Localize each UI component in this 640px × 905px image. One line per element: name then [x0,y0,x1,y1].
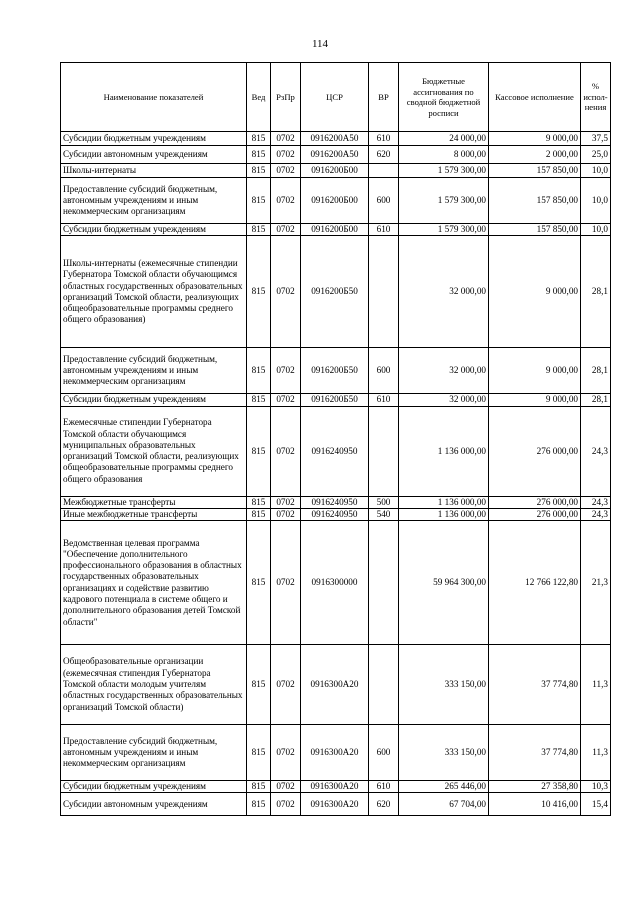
row-percent: 10,0 [581,224,611,236]
row-percent: 11,3 [581,725,611,781]
header-cash-execution: Кассовое исполнение [489,63,581,132]
row-csr: 0916200Б50 [301,348,369,394]
row-ved: 815 [247,224,271,236]
row-name: Иные межбюджетные трансферты [61,508,247,520]
row-ved: 815 [247,394,271,406]
header-rzpr: РзПр [271,63,301,132]
row-cash-execution: 157 850,00 [489,178,581,224]
row-cash-execution: 27 358,80 [489,781,581,793]
row-rzpr: 0702 [271,394,301,406]
header-assignments: Бюджетные ассигнования по сводной бюджетной росписи [399,63,489,132]
row-assignments: 1 136 000,00 [399,508,489,520]
row-ved: 815 [247,406,271,496]
row-csr: 0916300А20 [301,645,369,725]
row-name: Ежемесячные стипендии Губернатора Томской области обучающимся муниципальных образовательных организаций Томской области, реализующих общеобразовательные программы среднего общего образования [61,406,247,496]
row-rzpr: 0702 [271,146,301,164]
row-assignments: 265 446,00 [399,781,489,793]
row-percent: 10,0 [581,164,611,178]
row-csr: 0916200А50 [301,146,369,164]
row-csr: 0916300000 [301,521,369,645]
row-vr [369,521,399,645]
header-csr: ЦСР [301,63,369,132]
row-percent: 28,1 [581,394,611,406]
row-percent: 15,4 [581,793,611,816]
row-csr: 0916200Б50 [301,236,369,348]
row-name: Предоставление субсидий бюджетным, автономным учреждениям и иным некоммерческим организациям [61,348,247,394]
row-rzpr: 0702 [271,348,301,394]
row-ved: 815 [247,236,271,348]
row-percent: 25,0 [581,146,611,164]
row-ved: 815 [247,521,271,645]
row-assignments: 1 579 300,00 [399,164,489,178]
row-percent: 28,1 [581,348,611,394]
row-ved: 815 [247,645,271,725]
row-csr: 0916200А50 [301,132,369,146]
header-vr: ВР [369,63,399,132]
row-vr: 600 [369,348,399,394]
row-vr: 600 [369,178,399,224]
table-row [61,224,611,236]
row-rzpr: 0702 [271,496,301,508]
row-assignments: 67 704,00 [399,793,489,816]
row-rzpr: 0702 [271,781,301,793]
row-percent: 24,3 [581,508,611,520]
row-csr: 0916200Б00 [301,224,369,236]
row-csr: 0916200Б00 [301,164,369,178]
row-percent: 24,3 [581,496,611,508]
row-assignments: 32 000,00 [399,236,489,348]
row-name: Предоставление субсидий бюджетным, автономным учреждениям и иным некоммерческим организациям [61,178,247,224]
table-row [61,645,611,725]
row-cash-execution: 276 000,00 [489,508,581,520]
row-rzpr: 0702 [271,725,301,781]
row-ved: 815 [247,146,271,164]
row-cash-execution: 10 416,00 [489,793,581,816]
row-vr: 610 [369,394,399,406]
table-row [61,236,611,348]
row-percent: 11,3 [581,645,611,725]
row-assignments: 1 579 300,00 [399,178,489,224]
row-vr: 620 [369,146,399,164]
row-csr: 0916300А20 [301,793,369,816]
row-assignments: 1 136 000,00 [399,496,489,508]
row-rzpr: 0702 [271,406,301,496]
row-assignments: 1 136 000,00 [399,406,489,496]
row-vr [369,645,399,725]
row-name: Предоставление субсидий бюджетным, автономным учреждениям и иным некоммерческим организациям [61,725,247,781]
row-vr: 600 [369,725,399,781]
row-vr: 540 [369,508,399,520]
row-vr [369,236,399,348]
page-number: 114 [311,38,329,50]
row-name: Ведомственная целевая программа "Обеспечение дополнительного профессионального образования в областных государственных образовательных организациях и содействие развитию кадрового потенциала в системе общего и дополнительного образования детей Томской области" [61,521,247,645]
table-header-row [61,63,611,132]
row-name: Школы-интернаты [61,164,247,178]
table-row [61,781,611,793]
header-name: Наименование показателей [61,63,247,132]
row-percent: 21,3 [581,521,611,645]
row-percent: 10,0 [581,178,611,224]
table-row [61,521,611,645]
table-row [61,508,611,520]
row-rzpr: 0702 [271,645,301,725]
row-rzpr: 0702 [271,521,301,645]
row-vr: 620 [369,793,399,816]
table-row [61,178,611,224]
row-name: Школы-интернаты (ежемесячные стипендии Губернатора Томской области обучающимся областных государственных образовательных организаций Томской области, реализующих общеобразовательные программы среднего общего образования) [61,236,247,348]
row-ved: 815 [247,496,271,508]
row-name: Субсидии бюджетным учреждениям [61,224,247,236]
row-ved: 815 [247,178,271,224]
table-row [61,164,611,178]
row-csr: 0916300А20 [301,781,369,793]
row-ved: 815 [247,348,271,394]
row-assignments: 32 000,00 [399,348,489,394]
row-name: Субсидии автономным учреждениям [61,146,247,164]
row-csr: 0916200Б00 [301,178,369,224]
row-cash-execution: 276 000,00 [489,496,581,508]
row-cash-execution: 9 000,00 [489,348,581,394]
row-name: Субсидии бюджетным учреждениям [61,132,247,146]
row-csr: 0916200Б50 [301,394,369,406]
row-rzpr: 0702 [271,132,301,146]
table-row [61,132,611,146]
row-cash-execution: 157 850,00 [489,164,581,178]
row-name: Межбюджетные трансферты [61,496,247,508]
budget-execution-table [60,62,611,816]
table-row [61,725,611,781]
row-cash-execution: 37 774,80 [489,645,581,725]
row-percent: 37,5 [581,132,611,146]
row-assignments: 59 964 300,00 [399,521,489,645]
row-name: Субсидии автономным учреждениям [61,793,247,816]
row-percent: 24,3 [581,406,611,496]
row-cash-execution: 276 000,00 [489,406,581,496]
row-assignments: 1 579 300,00 [399,224,489,236]
row-assignments: 32 000,00 [399,394,489,406]
row-assignments: 24 000,00 [399,132,489,146]
row-vr [369,406,399,496]
row-rzpr: 0702 [271,236,301,348]
row-csr: 0916300А20 [301,725,369,781]
row-csr: 0916240950 [301,508,369,520]
row-rzpr: 0702 [271,508,301,520]
header-percent: % испол-нения [581,63,611,132]
row-ved: 815 [247,725,271,781]
row-cash-execution: 9 000,00 [489,132,581,146]
row-assignments: 333 150,00 [399,645,489,725]
table-row [61,496,611,508]
row-name: Субсидии бюджетным учреждениям [61,781,247,793]
row-rzpr: 0702 [271,164,301,178]
row-rzpr: 0702 [271,178,301,224]
row-percent: 28,1 [581,236,611,348]
row-name: Общеобразовательные организации (ежемесячная стипендия Губернатора Томской области молодым учителям областных государственных образовательных организаций Томской области) [61,645,247,725]
row-vr: 500 [369,496,399,508]
row-ved: 815 [247,508,271,520]
table-row [61,394,611,406]
row-vr [369,164,399,178]
table-row [61,348,611,394]
row-ved: 815 [247,793,271,816]
table-row [61,406,611,496]
row-name: Субсидии бюджетным учреждениям [61,394,247,406]
row-cash-execution: 12 766 122,80 [489,521,581,645]
table-row [61,793,611,816]
row-vr: 610 [369,132,399,146]
row-cash-execution: 9 000,00 [489,394,581,406]
row-cash-execution: 9 000,00 [489,236,581,348]
row-percent: 10,3 [581,781,611,793]
row-vr: 610 [369,224,399,236]
row-ved: 815 [247,781,271,793]
row-ved: 815 [247,164,271,178]
row-cash-execution: 2 000,00 [489,146,581,164]
row-ved: 815 [247,132,271,146]
row-assignments: 8 000,00 [399,146,489,164]
row-rzpr: 0702 [271,793,301,816]
row-cash-execution: 157 850,00 [489,224,581,236]
row-csr: 0916240950 [301,496,369,508]
row-assignments: 333 150,00 [399,725,489,781]
row-vr: 610 [369,781,399,793]
header-ved: Вед [247,63,271,132]
row-csr: 0916240950 [301,406,369,496]
row-cash-execution: 37 774,80 [489,725,581,781]
row-rzpr: 0702 [271,224,301,236]
table-row [61,146,611,164]
